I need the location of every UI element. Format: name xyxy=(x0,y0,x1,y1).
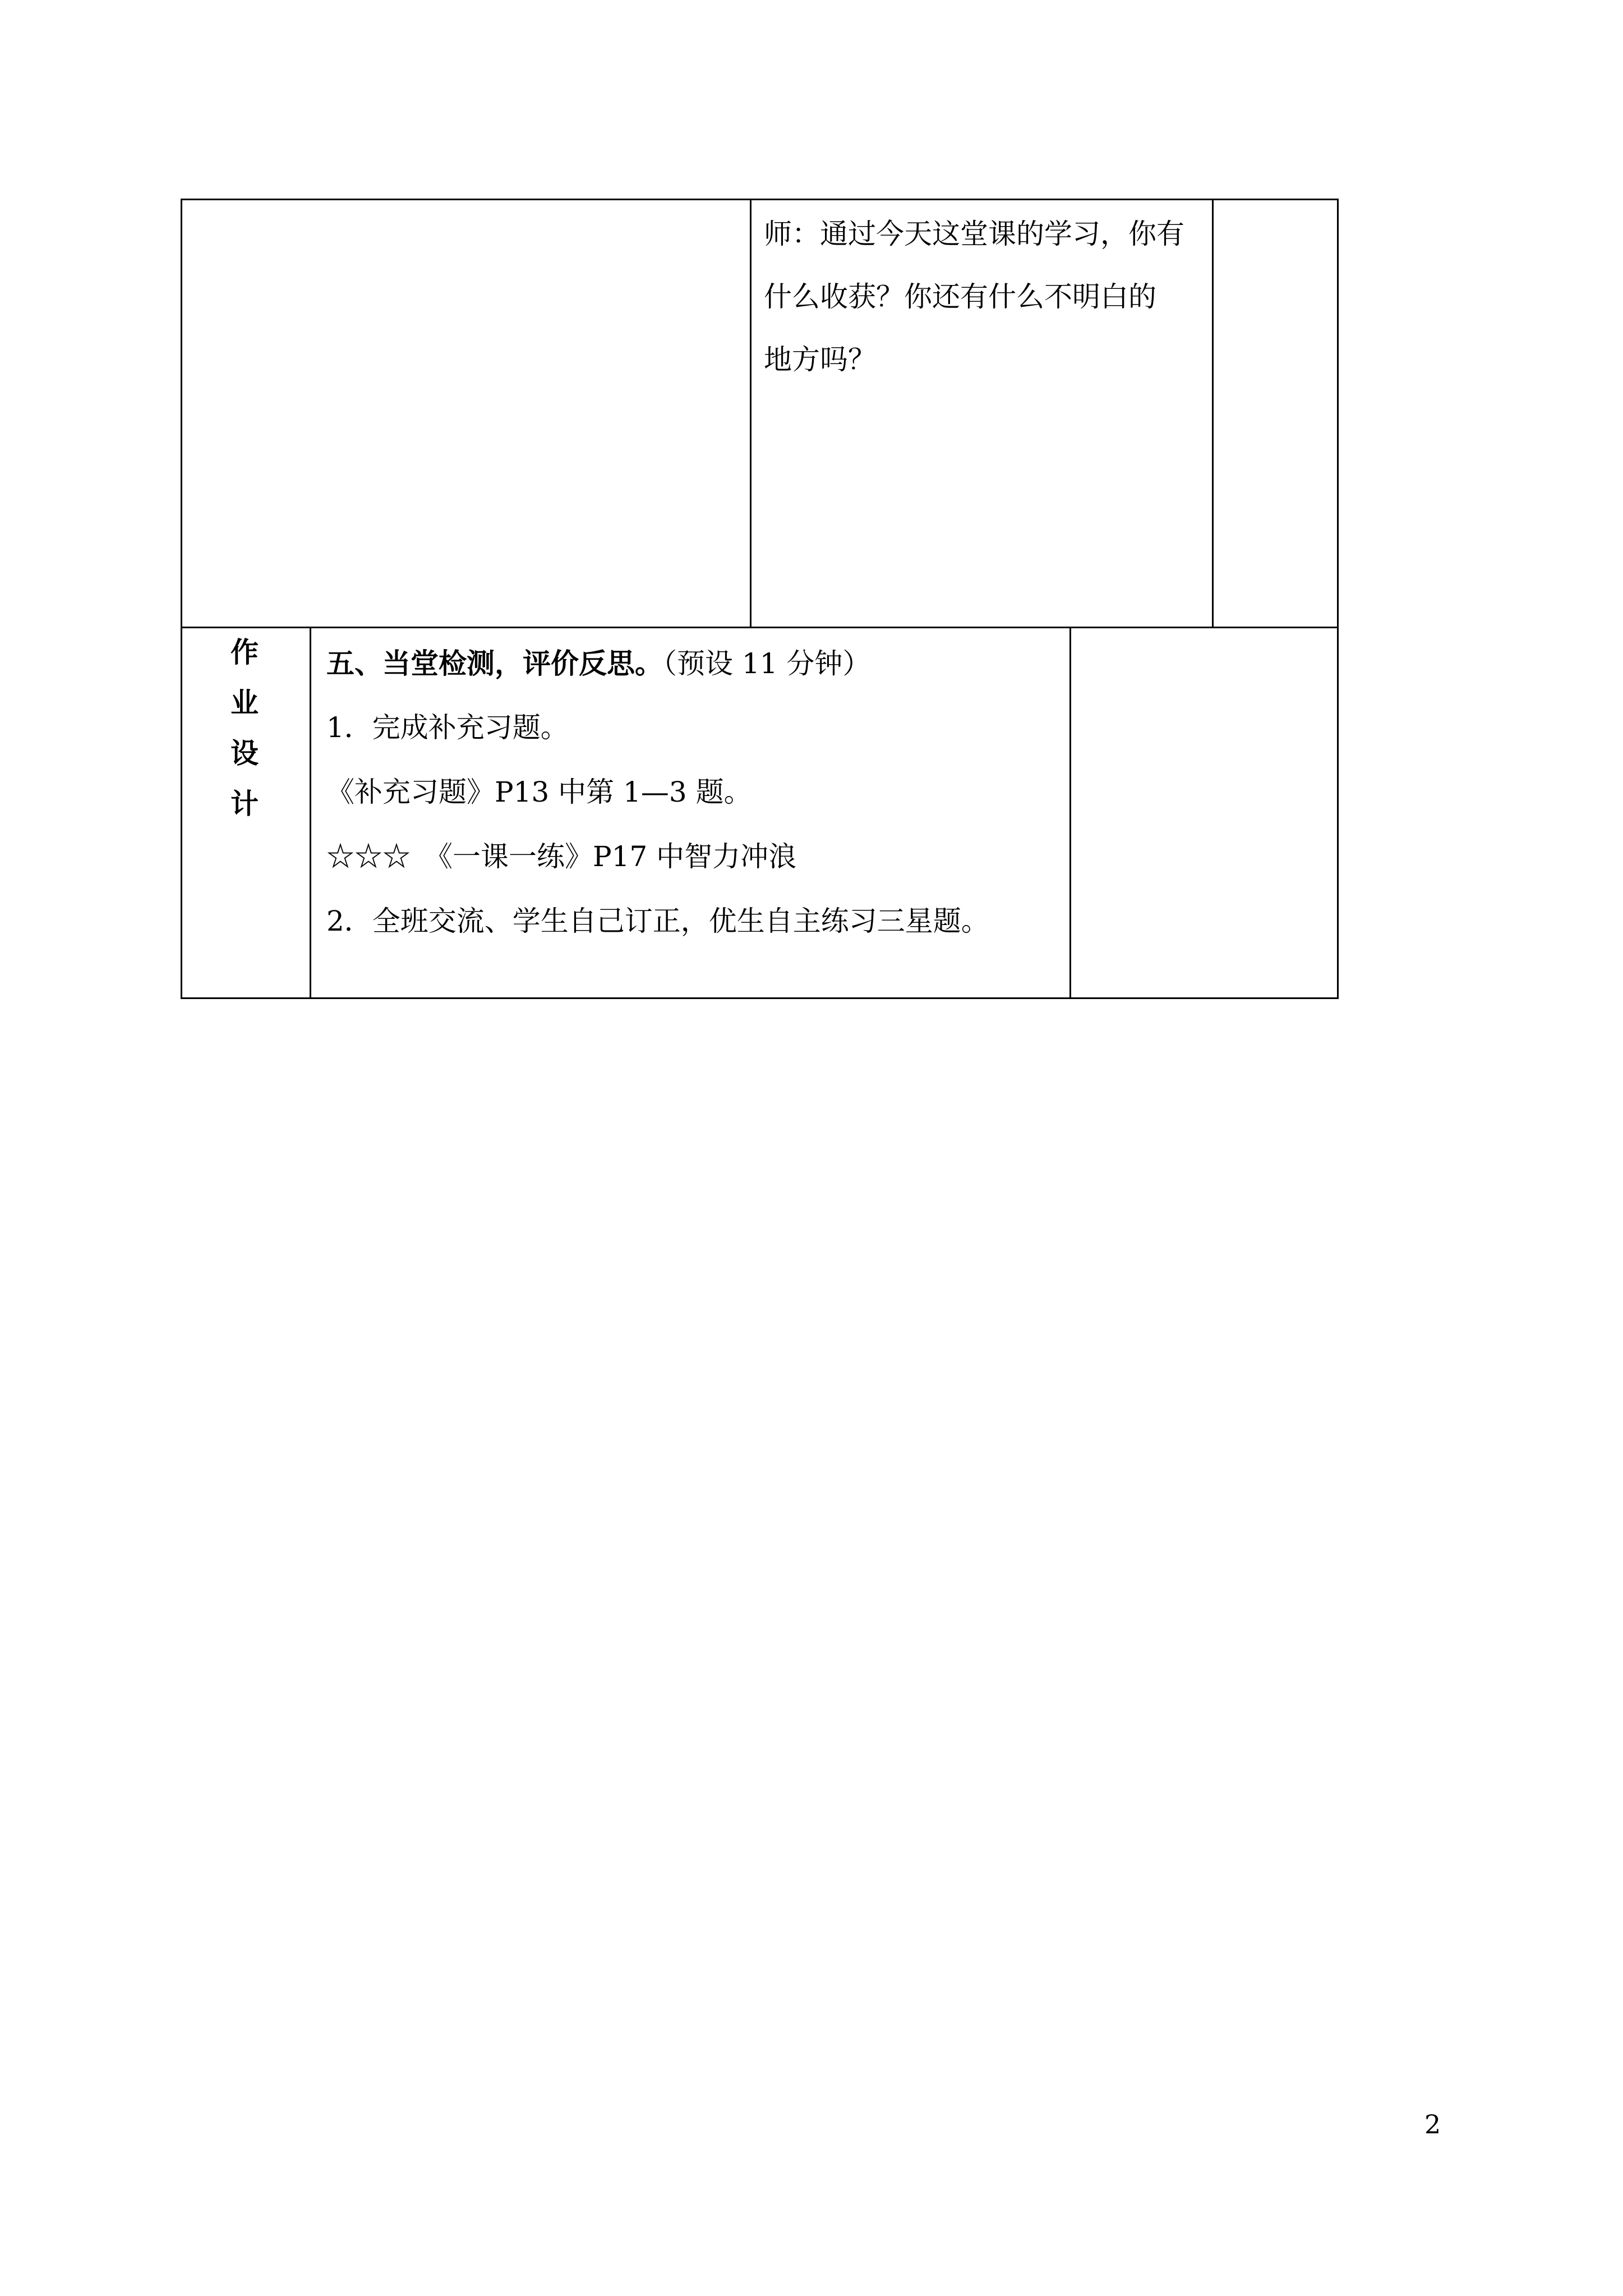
top-row-right-cell xyxy=(1212,199,1339,628)
top-row-left-cell xyxy=(181,199,751,628)
homework-notes-cell xyxy=(1069,627,1339,999)
teacher-question-line-1: 师：通过今天这堂课的学习，你有 xyxy=(764,218,1184,250)
homework-content-cell xyxy=(310,627,1071,999)
top-row-middle-cell xyxy=(750,199,1214,628)
homework-item-star-challenge: ☆☆☆ 《一课一练》P17 中智力冲浪 xyxy=(326,840,797,873)
section-heading-title: 五、当堂检测，评价反思。 xyxy=(326,647,663,680)
homework-item-1: 1．完成补充习题。 xyxy=(326,711,569,744)
label-char-ye: 业 xyxy=(230,687,259,719)
label-char-ji: 计 xyxy=(230,788,259,820)
label-char-zuo: 作 xyxy=(230,636,259,669)
section-heading xyxy=(326,647,871,680)
page-number: 2 xyxy=(1424,2109,1441,2139)
teacher-question-line-2: 什么收获？你还有什么不明白的 xyxy=(764,280,1156,313)
homework-design-label xyxy=(181,627,308,829)
homework-item-1-detail: 《补充习题》P13 中第 1—3 题。 xyxy=(326,776,752,808)
teacher-question-line-3: 地方吗？ xyxy=(764,343,876,376)
label-char-she: 设 xyxy=(230,737,259,770)
section-heading-time-note: （预设 11 分钟） xyxy=(663,647,871,680)
homework-item-2: 2．全班交流、学生自己订正，优生自主练习三星题。 xyxy=(326,905,989,937)
